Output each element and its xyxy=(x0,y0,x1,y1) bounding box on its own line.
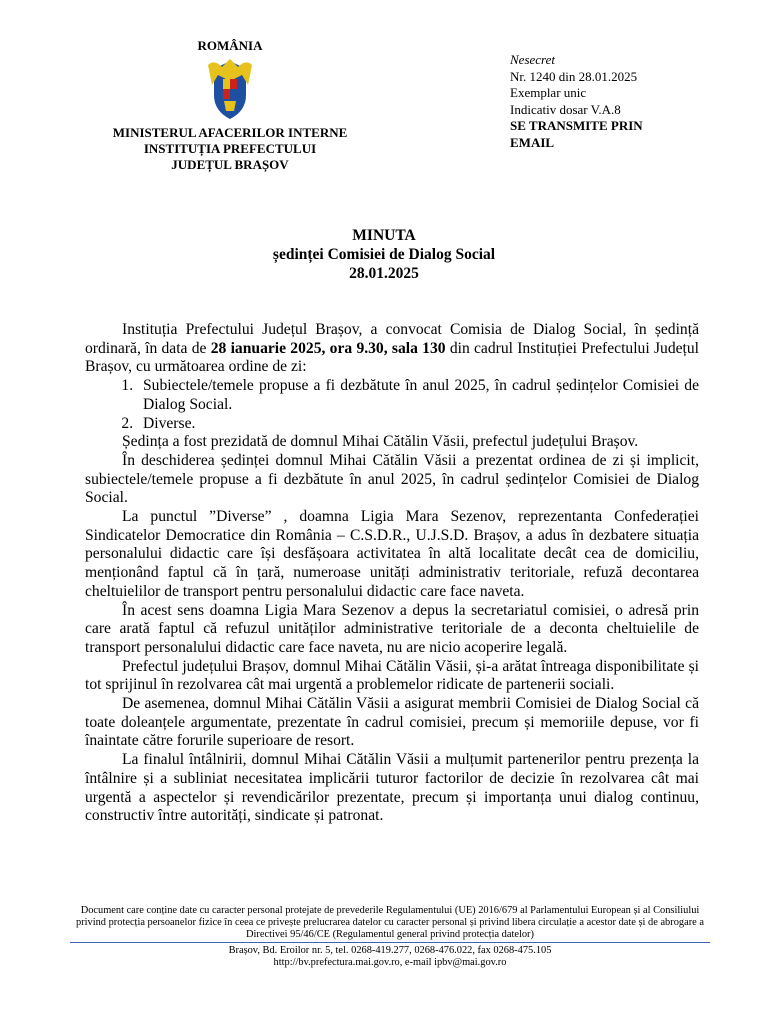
footer-web-email: http://bv.prefectura.mai.gov.ro, e-mail ipbv@mai.gov.ro xyxy=(273,957,507,969)
body-paragraph: Ședința a fost prezidată de domnul Mihai Cătălin Văsii, prefectul județului Brașov. xyxy=(122,433,639,451)
transmission-line-1: SE TRANSMITE PRIN xyxy=(510,118,643,133)
intro-paragraph: Instituția Prefectului Județul Brașov, a convocat Comisia de Dialog Social, în ședință ordinară, în data de 28 ianuarie 2025, ora 9.30, sala 130 din cadrul Instituției Prefectului Județul Brașov, cu următoarea ordine de zi: xyxy=(85,321,699,376)
document-meta xyxy=(510,52,643,151)
registration-number: Nr. 1240 din 28.01.2025 xyxy=(510,68,638,84)
body-paragraph: Prefectul județului Brașov, domnul Mihai Cătălin Văsii, și-a arătat întreaga disponibilitate și tot sprijinul în rezolvarea cât mai urgentă a problemelor ridicate de partenerii sociali. xyxy=(85,657,699,694)
gdpr-notice: Document care conține date cu caracter personal protejate de prevederile Regulamentului (UE) 2016/679 al Parlamentului European și al Consiliului privind protecția persoanelor fizice în ceea ce privește prelucrarea datelor cu caracter personal și privind libera circulație a acestor date și de abrogare a Directivei 95/46/CE (Regulamentul general privind protecția datelor) xyxy=(75,905,704,940)
coat-of-arms-icon xyxy=(204,55,256,123)
body-paragraph: La punctul ”Diverse” , doamna Ligia Mara Sezenov, reprezentanta Confederației Sindicatelor Democratice din România – C.S.D.R., U.J.S.D. Brașov, a adus în dezbatere situația personalului didactic care își desfășoara activitatea în altă localitate decât cea de domiciliu, menționând faptul că în țară, numeroase unități administrativ teritoriale, refuză decontarea cheltuielilor de transport pentru personalului didactic care face naveta. xyxy=(85,508,699,600)
title-subject: ședinței Comisiei de Dialog Social xyxy=(272,246,496,263)
file-indicator: Indicativ dosar V.A.8 xyxy=(510,101,621,117)
agenda-item: 1. Subiectele/temele propuse a fi dezbătute în anul 2025, în cadrul ședințelor Comisiei de Dialog Social. xyxy=(137,377,699,414)
country-name: ROMÂNIA xyxy=(197,38,263,53)
footer-address: Brașov, Bd. Eroilor nr. 5, tel. 0268-419.277, 0268-476.022, fax 0268-475.105 xyxy=(228,945,552,957)
institution-block xyxy=(60,125,400,173)
agenda-item: 2. Diverse. xyxy=(137,415,699,434)
title-minuta: MINUTA xyxy=(352,227,416,244)
agenda-list xyxy=(85,377,699,433)
body-paragraph: La finalul întâlnirii, domnul Mihai Cătălin Văsii a mulțumit partenerilor pentru prezența la întâlnire și a subliniat necesitatea implicării tuturor factorilor de decizie în rezolvarea cât mai urgentă a aspectelor și revendicărilor prezentate, precum și importanța unui dialog continuu, constructiv între autorități, sindicate și patronat. xyxy=(85,751,699,825)
transmission-line-2: EMAIL xyxy=(510,134,555,150)
footer-divider xyxy=(70,942,710,943)
county-name: JUDEȚUL BRAȘOV xyxy=(171,157,289,172)
ministry-name: MINISTERUL AFACERILOR INTERNE xyxy=(112,125,348,140)
classification: Nesecret xyxy=(510,52,555,67)
document-title xyxy=(0,226,768,283)
minutes-body xyxy=(85,321,699,826)
body-paragraph: În acest sens doamna Ligia Mara Sezenov a depus la secretariatul comisiei, o adresă prin care arată faptul că refuzul unităților administrative teritoriale de a deconta cheltuielile de transport personalului didactic care face naveta, nu are nicio acoperire legală. xyxy=(85,601,699,656)
institution-name: INSTITUȚIA PREFECTULUI xyxy=(143,141,317,156)
page-footer xyxy=(70,905,710,969)
copy-note: Exemplar unic xyxy=(510,85,587,100)
title-date: 28.01.2025 xyxy=(349,265,419,282)
body-paragraph: De asemenea, domnul Mihai Cătălin Văsii a asigurat membrii Comisiei de Dialog Social că toate doleanțele argumentate, prezentate în cadrul comisiei, precum și memoriile depuse, vor fi înaintate către forurile superioare de resort. xyxy=(85,695,699,750)
body-paragraph: În deschiderea ședinței domnul Mihai Cătălin Văsii a prezentat ordinea de zi și implicit, subiectele/temele propuse a fi dezbătute în anul 2025, în cadrul ședințelor Comisiei de Dialog Social. xyxy=(85,451,699,507)
meeting-details: 28 ianuarie 2025, ora 9.30, sala 130 xyxy=(210,339,446,357)
